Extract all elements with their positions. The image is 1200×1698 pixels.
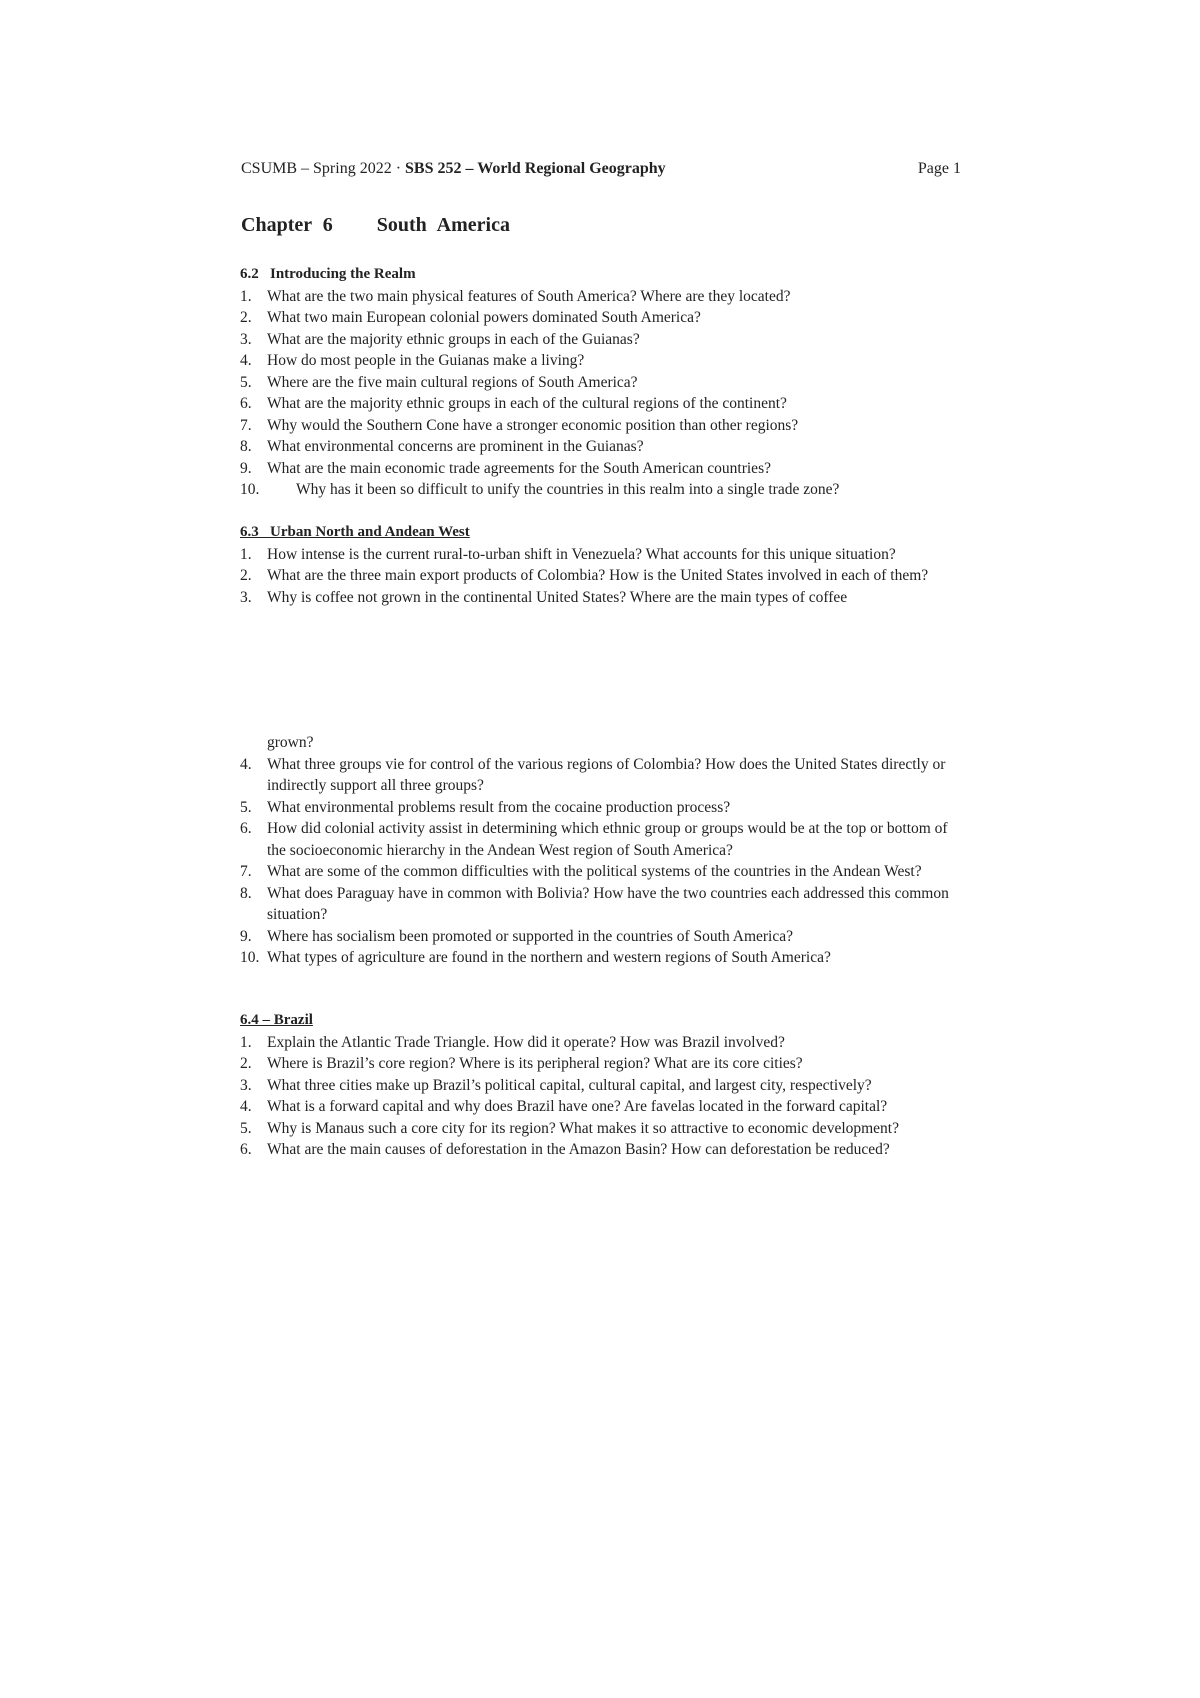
question-continuation: grown? (267, 734, 314, 751)
question-item (240, 818, 960, 861)
question-item (240, 1032, 960, 1054)
question-number: 3. (240, 588, 252, 606)
question-text: What are some of the common difficulties with the political systems of the countries in the Andean West? (267, 863, 922, 880)
question-item (240, 415, 960, 437)
question-item (240, 883, 960, 926)
question-text: Where are the five main cultural regions of South America? (267, 373, 638, 391)
question-item (240, 1053, 960, 1075)
question-text: What are the two main physical features of South America? Where are they located? (267, 287, 791, 305)
question-text: How intense is the current rural-to-urban shift in Venezuela? What accounts for this unique situation? (267, 545, 896, 563)
question-number: 8. (240, 884, 252, 902)
question-list (240, 544, 960, 609)
question-number: 6. (240, 820, 252, 837)
question-number: 3. (240, 1076, 252, 1094)
question-list (240, 754, 960, 969)
question-item (240, 350, 960, 372)
question-number: 4. (240, 352, 252, 369)
question-number: 7. (240, 863, 252, 880)
question-number: 2. (240, 567, 252, 584)
question-text: What are the main causes of deforestation in the Amazon Basin? How can deforestation be reduced? (267, 1141, 890, 1158)
question-text: What environmental concerns are prominent in the Guianas? (267, 438, 644, 455)
question-number: 10. (240, 481, 260, 498)
question-text: What two main European colonial powers dominated South America? (267, 309, 701, 326)
question-number: 4. (240, 1098, 252, 1115)
question-number: 9. (240, 459, 252, 477)
chapter-title: Chapter 6 South America (241, 214, 510, 236)
question-item (240, 307, 960, 329)
question-text: Where is Brazil’s core region? Where is its peripheral region? What are its core cities? (267, 1055, 803, 1072)
question-item (240, 458, 960, 480)
question-item (240, 1096, 960, 1118)
question-number: 8. (240, 438, 252, 455)
question-text: What types of agriculture are found in the northern and western regions of South America? (267, 949, 831, 966)
question-number: 1. (240, 1033, 252, 1051)
question-item (240, 393, 960, 415)
question-text: What environmental problems result from the cocaine production process? (267, 798, 731, 816)
question-item (240, 479, 960, 501)
header-left-prefix: CSUMB – Spring 2022 · (241, 160, 406, 177)
question-number: 5. (240, 798, 252, 816)
question-item (240, 587, 960, 609)
question-item (240, 926, 960, 948)
question-item (240, 372, 960, 394)
section-introducing-realm (240, 264, 960, 501)
question-text: How did colonial activity assist in determining which ethnic group or groups would be at the top or bottom of the socioeconomic hierarchy in the Andean West region of South America? (267, 820, 948, 859)
question-number: 9. (240, 927, 252, 945)
question-text: How do most people in the Guianas make a living? (267, 352, 585, 369)
section-brazil (240, 1010, 960, 1161)
question-number: 1. (240, 545, 252, 563)
question-item (240, 1118, 960, 1140)
section-urban-north-andean-west-continued (240, 732, 960, 969)
section-heading: 6.4 – Brazil (240, 1012, 313, 1028)
question-text: Why is Manaus such a core city for its region? What makes it so attractive to economic development? (267, 1119, 899, 1137)
question-item (240, 797, 960, 819)
question-text: What are the majority ethnic groups in each of the Guianas? (267, 330, 640, 348)
question-text: Why has it been so difficult to unify the countries in this realm into a single trade zone? (296, 481, 840, 498)
question-text: Where has socialism been promoted or supported in the countries of South America? (267, 927, 793, 945)
question-number: 4. (240, 755, 252, 773)
question-list (240, 286, 960, 501)
question-text: Why is coffee not grown in the continental United States? Where are the main types of coffee (267, 588, 848, 606)
question-text: What three groups vie for control of the various regions of Colombia? How does the United States directly or indirectly support all three groups? (267, 755, 946, 794)
question-number: 1. (240, 287, 252, 305)
question-text: Why would the Southern Cone have a stronger economic position than other regions? (267, 416, 799, 434)
question-item (240, 1139, 960, 1161)
question-item (240, 286, 960, 308)
section-urban-north-andean-west (240, 522, 960, 608)
question-number: 2. (240, 309, 252, 326)
question-item (240, 436, 960, 458)
header-page-number: Page 1 (917, 160, 961, 177)
question-item (240, 754, 960, 797)
question-number: 2. (240, 1055, 252, 1072)
question-number: 5. (240, 373, 252, 391)
question-number: 10. (240, 949, 260, 966)
question-item (240, 565, 960, 587)
question-number: 7. (240, 416, 252, 434)
question-text: What are the majority ethnic groups in each of the cultural regions of the continent? (267, 395, 787, 412)
question-item (240, 1075, 960, 1097)
question-number: 6. (240, 395, 252, 412)
question-item (240, 329, 960, 351)
question-text: What does Paraguay have in common with Bolivia? How have the two countries each addressed this common situation? (267, 884, 949, 923)
header-course-title: SBS 252 – World Regional Geography (405, 160, 666, 177)
question-item (240, 544, 960, 566)
question-text: What are the three main export products of Colombia? How is the United States involved in each of them? (267, 567, 929, 584)
question-number: 3. (240, 330, 252, 348)
section-heading: 6.2 Introducing the Realm (240, 266, 416, 282)
question-text: What are the main economic trade agreements for the South American countries? (267, 459, 771, 477)
scan-gap (230, 652, 970, 732)
question-text: Explain the Atlantic Trade Triangle. How did it operate? How was Brazil involved? (267, 1033, 785, 1051)
question-text: What three cities make up Brazil’s political capital, cultural capital, and largest city, respectively? (267, 1076, 872, 1094)
question-item (240, 861, 960, 883)
question-list (240, 1032, 960, 1161)
section-heading: 6.3 Urban North and Andean West (240, 524, 470, 540)
header-course-line (241, 160, 666, 178)
question-number: 6. (240, 1141, 252, 1158)
question-text: What is a forward capital and why does Brazil have one? Are favelas located in the forward capital? (267, 1098, 888, 1115)
page-header (241, 160, 961, 178)
question-number: 5. (240, 1119, 252, 1137)
question-item (240, 947, 960, 969)
